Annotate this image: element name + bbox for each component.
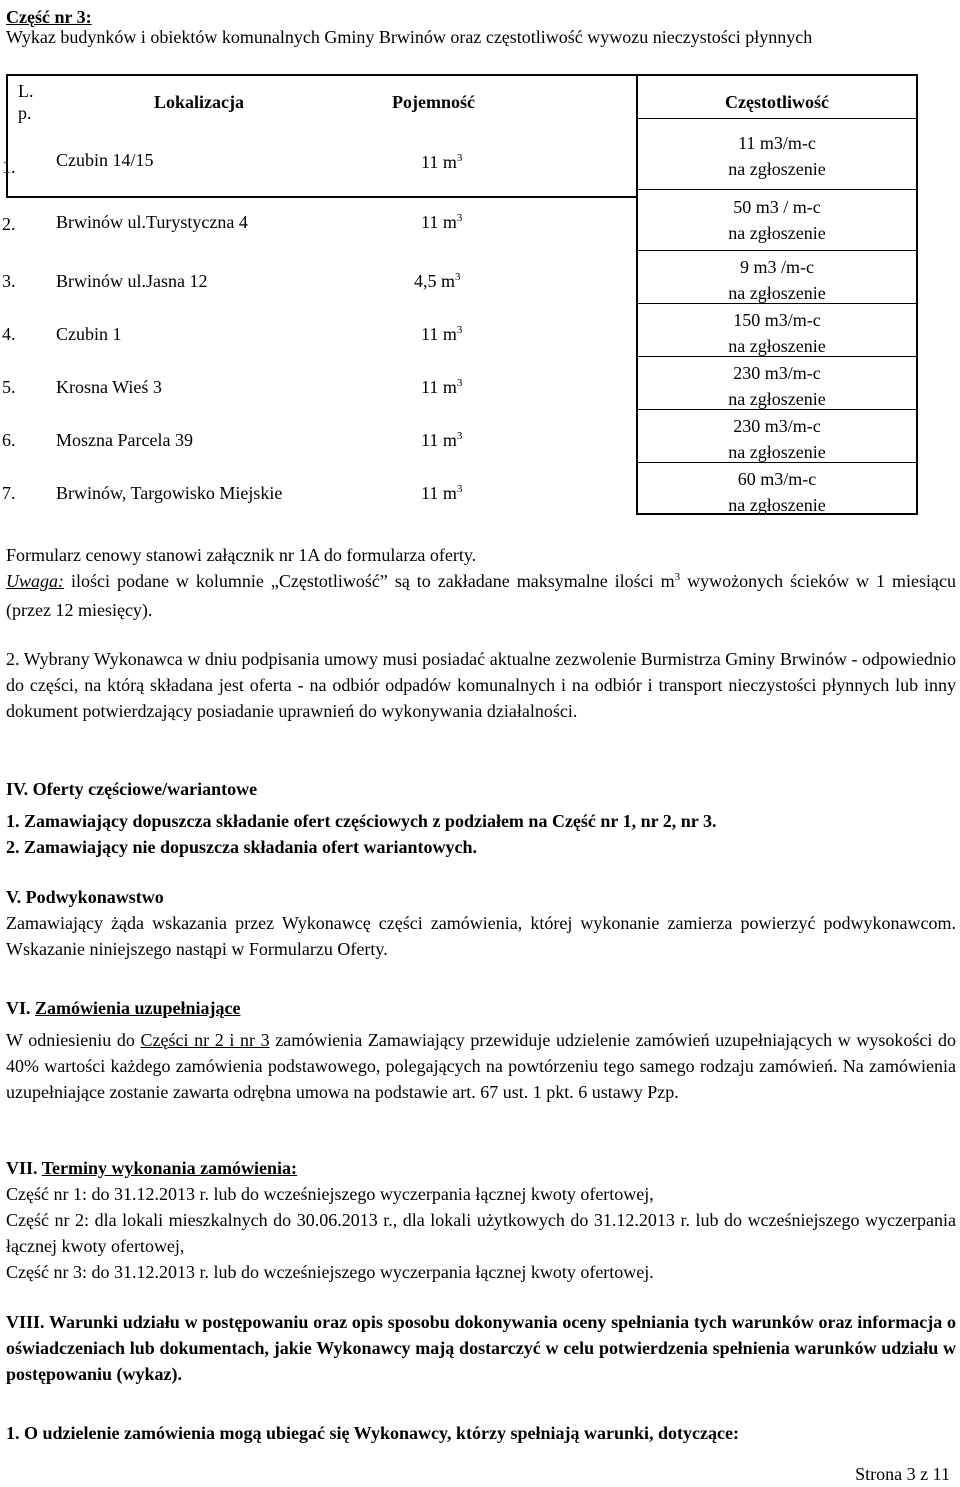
section-8-heading: VIII. Warunki udziału w postępowaniu oraz opis sposobu dokonywania oceny spełniania tych warunków oraz informacja o oświadczeniach lub dokumentach, jakie Wykonawcy mają dostarczyć w celu potwierdzenia spełnienia warunków udziału w postępowaniu (wykaz). — [6, 1312, 956, 1384]
row-1-capacity: 11 $m^3$ — [421, 152, 463, 172]
row-3-capacity: 4,5 $m^3$ — [414, 271, 461, 291]
section-6-heading: VI. Zamówienia uzupełniające — [6, 998, 241, 1018]
section-subtitle: Wykaz budynków i obiektów komunalnych Gminy Brwinów oraz częstotliwość wywozu nieczystości płynnych — [6, 27, 813, 47]
section-5-heading: V. Podwykonawstwo — [6, 887, 164, 907]
section-title: Część nr 3: — [6, 7, 92, 27]
row-6-capacity: 11 $m^3$ — [421, 430, 463, 450]
header-location: Lokalizacja — [154, 92, 244, 112]
row-6-frequency: 230 m3/m-c na zgłoszenie — [728, 416, 826, 462]
row-1-lp: 1. — [2, 157, 16, 177]
section-7-line-3: Część nr 3: do 31.12.2013 r. lub do wcześniejszego wyczerpania łącznej kwoty ofertowej. — [6, 1262, 654, 1282]
row-6-lp: 6. — [2, 430, 16, 450]
page-number: Strona 3 z 11 — [855, 1464, 950, 1484]
row-4-capacity: 11 $m^3$ — [421, 324, 463, 344]
uwaga-note: Uwaga: ilości podane w kolumnie „Częstotliwość” są to zakładane maksymalne ilości $m^3$ wywożonych ścieków w 1 miesiącu (przez 12 miesięcy). — [6, 571, 956, 620]
header-lp-line1: L. — [18, 81, 34, 101]
header-capacity: Pojemność — [392, 92, 475, 112]
row-1-frequency: 11 m3/m-c na zgłoszenie — [728, 133, 826, 179]
row-5-frequency: 230 m3/m-c na zgłoszenie — [728, 363, 826, 409]
row-separator — [636, 250, 918, 251]
section-6-text: W odniesieniu do Części nr 2 i nr 3 zamówienia Zamawiający przewiduje udzielenie zamówień uzupełniających w wysokości do 40% wartości każdego zamówienia podstawowego, polegających na powtórzeniu tego samego rodzaju zamówień. Na zamówienia uzupełniające zostanie zawarta odrębna umowa na podstawie art. 67 ust. 1 pkt. 6 ustawy Pzp. — [6, 1030, 957, 1102]
section-4-item-2: 2. Zamawiający nie dopuszcza składania ofert wariantowych. — [6, 837, 477, 857]
row-1-location: Czubin 14/15 — [56, 150, 154, 170]
row-separator — [636, 189, 918, 190]
row-7-capacity: 11 $m^3$ — [421, 483, 463, 503]
form-note: Formularz cenowy stanowi załącznik nr 1A do formularza oferty. — [6, 545, 477, 565]
header-frequency: Częstotliwość — [725, 92, 829, 112]
row-6-location: Moszna Parcela 39 — [56, 430, 193, 450]
section-4-item-1: 1. Zamawiający dopuszcza składanie ofert częściowych z podziałem na Część nr 1, nr 2, nr 3. — [6, 811, 717, 831]
row-5-capacity: 11 $m^3$ — [421, 377, 463, 397]
row-2-lp: 2. — [2, 214, 16, 234]
row-5-location: Krosna Wieś 3 — [56, 377, 162, 397]
row-4-lp: 4. — [2, 324, 16, 344]
row-4-frequency: 150 m3/m-c na zgłoszenie — [728, 310, 826, 356]
row-2-frequency: 50 m3 / m-c na zgłoszenie — [728, 197, 826, 243]
row-5-lp: 5. — [2, 377, 16, 397]
table-left-frame — [6, 74, 636, 198]
row-2-location: Brwinów ul.Turystyczna 4 — [56, 212, 248, 232]
row-3-lp: 3. — [2, 271, 16, 291]
row-7-frequency: 60 m3/m-c na zgłoszenie — [728, 469, 826, 515]
uwaga-label: Uwaga: — [6, 571, 64, 591]
header-lp-line2: p. — [18, 103, 32, 123]
row-3-frequency: 9 m3 /m-c na zgłoszenie — [728, 257, 826, 303]
paragraph-2: 2. Wybrany Wykonawca w dniu podpisania umowy musi posiadać aktualne zezwolenie Burmistrza Gminy Brwinów - odpowiednio do części, na którą składana jest oferta - na odbiór odpadów komunalnych i na odbiór i transport nieczystości płynnych lub inny dokument potwierdzający posiadanie uprawnień do wykonywania działalności. — [6, 649, 956, 721]
section-6-parts-link: Części nr 2 i nr 3 — [140, 1030, 270, 1050]
header-lp — [18, 80, 34, 124]
row-2-capacity: 11 $m^3$ — [421, 212, 463, 232]
section-7-heading: VII. Terminy wykonania zamówienia: — [6, 1158, 298, 1178]
row-7-lp: 7. — [2, 483, 16, 503]
row-4-location: Czubin 1 — [56, 324, 122, 344]
section-8-item-1: 1. O udzielenie zamówienia mogą ubiegać się Wykonawcy, którzy spełniają warunki, dotyczące: — [6, 1423, 739, 1443]
row-separator — [636, 118, 918, 119]
row-7-location: Brwinów, Targowisko Miejskie — [56, 483, 283, 503]
row-3-location: Brwinów ul.Jasna 12 — [56, 271, 208, 291]
section-7-line-2: Część nr 2: dla lokali mieszkalnych do 30.06.2013 r., dla lokali użytkowych do 31.12.2013 r. lub do wcześniejszego wyczerpania łącznej kwoty ofertowej, — [6, 1210, 956, 1256]
capacity-table — [2, 74, 918, 515]
section-7-line-1: Część nr 1: do 31.12.2013 r. lub do wcześniejszego wyczerpania łącznej kwoty ofertowej, — [6, 1184, 654, 1204]
section-4-heading: IV. Oferty częściowe/wariantowe — [6, 779, 258, 799]
section-5-text: Zamawiający żąda wskazania przez Wykonawcę części zamówienia, której wykonanie zamierza powierzyć podwykonawcom. Wskazanie niniejszego nastąpi w Formularzu Oferty. — [6, 913, 956, 959]
